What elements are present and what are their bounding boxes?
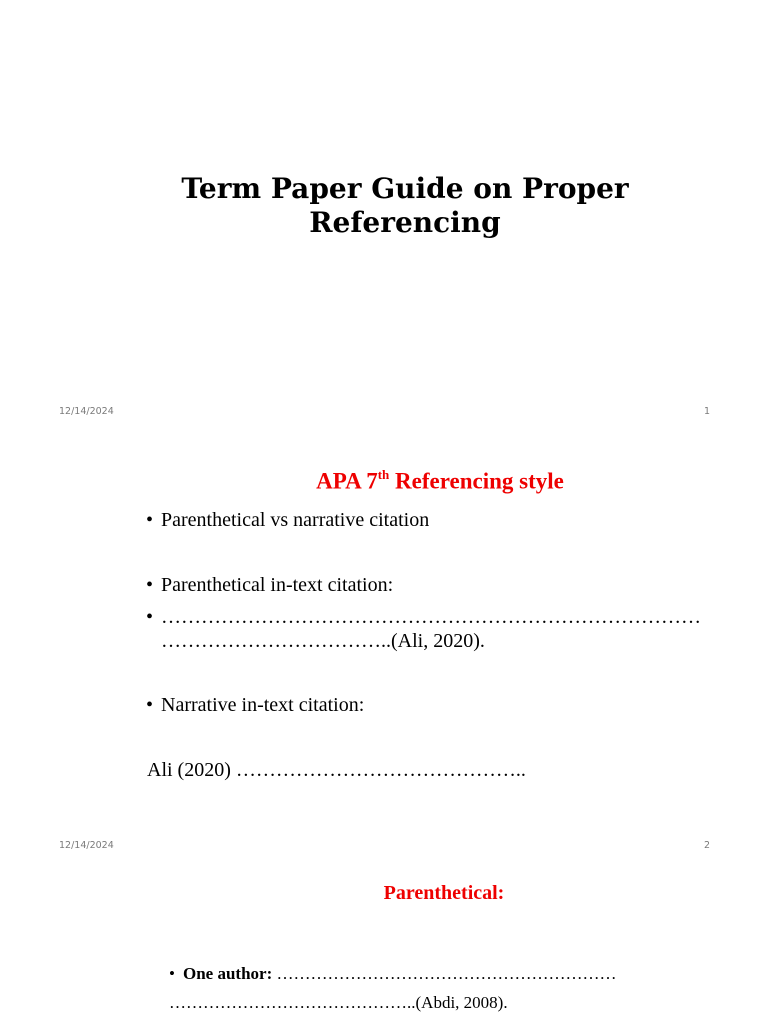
slide2-heading-main: APA 7 [316,468,378,494]
slide2-narrative-example: Ali (2020) …………………………………….. [147,759,526,781]
slide3-heading: Parenthetical: [383,882,505,904]
slide3-item-label: One author: [183,964,273,983]
slide1-page-number: 1 [704,406,711,417]
bullet-text: Narrative in-text citation: [161,694,365,716]
bullet-text: Parenthetical in-text citation: [161,574,394,596]
slide2-heading-rest: Referencing style [389,468,564,494]
slide2-bullet-3 [146,605,701,653]
bullet-text: Parenthetical vs narrative citation [161,509,430,531]
slide3-item-line2: ……………………………………..(Abdi, 2008). [169,993,508,1012]
slide1-title-line1: Term Paper Guide on Proper [181,172,629,205]
slide3-bullet-1 [169,959,617,1017]
bullet-dot: • [146,574,154,596]
slide3-bullet-line1 [169,959,617,988]
bullet-dot: • [146,509,154,531]
slide2-bullet-1 [146,508,429,532]
bullet-text-line1: ……………………………………………………………………… [161,606,701,628]
slide2-bullet-2 [146,573,393,597]
slide1-title [0,172,768,240]
slide2-bullet-4 [146,693,364,717]
slide2-date: 12/14/2024 [59,840,114,851]
bullet-text [161,605,701,653]
bullet-dot: • [146,606,154,628]
slide2-heading [0,468,768,495]
slide1-date: 12/14/2024 [59,406,114,417]
bullet-dot: • [146,694,154,716]
slide2-page-number: 2 [704,840,711,851]
slide1-title-line2: Referencing [309,206,501,239]
slide2-heading-sup: th [377,467,390,482]
bullet-dot: • [169,964,175,983]
bullet-text-line2: ……………………………..(Ali, 2020). [161,630,485,652]
slide3-item-line1: …………………………………………………… [272,964,617,983]
